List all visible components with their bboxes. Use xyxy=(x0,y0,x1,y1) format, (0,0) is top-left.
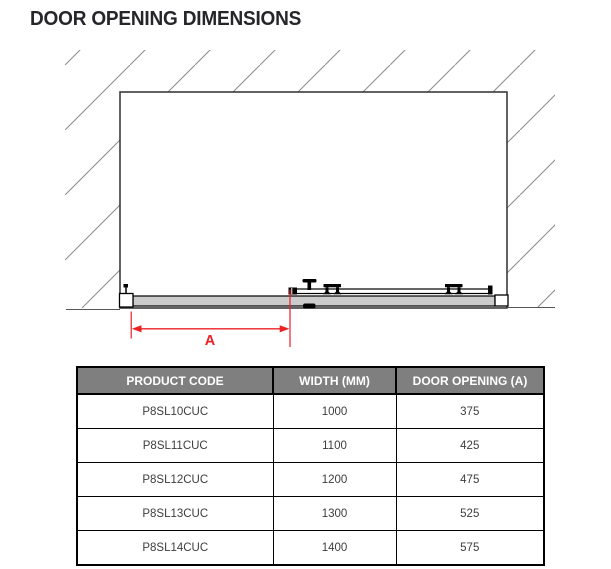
wall-profile-left xyxy=(120,294,134,308)
table-row xyxy=(77,463,544,497)
width-cell: 1100 xyxy=(273,429,396,463)
dimensions-table xyxy=(76,366,545,566)
table-row xyxy=(77,429,544,463)
door-endcap-right xyxy=(488,286,493,295)
page-title: DOOR OPENING DIMENSIONS xyxy=(30,8,302,30)
door-knob-bottom xyxy=(303,304,316,309)
product-code-cell: P8SL10CUC xyxy=(77,394,273,429)
column-header-width: WIDTH (MM) xyxy=(273,367,396,394)
product-code-cell: P8SL11CUC xyxy=(77,429,273,463)
width-cell: 1200 xyxy=(273,463,396,497)
door-opening-cell: 525 xyxy=(396,497,544,531)
column-header-product-code: PRODUCT CODE xyxy=(77,367,273,394)
table-row xyxy=(77,394,544,429)
width-cell: 1300 xyxy=(273,497,396,531)
table-row xyxy=(77,497,544,531)
door-opening-cell: 475 xyxy=(396,463,544,497)
product-code-cell: P8SL12CUC xyxy=(77,463,273,497)
product-code-cell: P8SL14CUC xyxy=(77,531,273,566)
width-cell: 1400 xyxy=(273,531,396,566)
door-opening-cell: 575 xyxy=(396,531,544,566)
dimension-arrow-right xyxy=(280,325,290,332)
product-code-cell: P8SL13CUC xyxy=(77,497,273,531)
table-row xyxy=(77,531,544,566)
door-opening-cell: 425 xyxy=(396,429,544,463)
shower-recess xyxy=(120,92,507,308)
width-cell: 1000 xyxy=(273,394,396,429)
dimension-arrow-left xyxy=(132,325,142,332)
door-opening-cell: 375 xyxy=(396,394,544,429)
table-header-row xyxy=(77,367,544,394)
wall-profile-right xyxy=(495,295,508,306)
dimension-a-label: A xyxy=(204,333,216,349)
column-header-door-opening: DOOR OPENING (A) xyxy=(396,367,544,394)
